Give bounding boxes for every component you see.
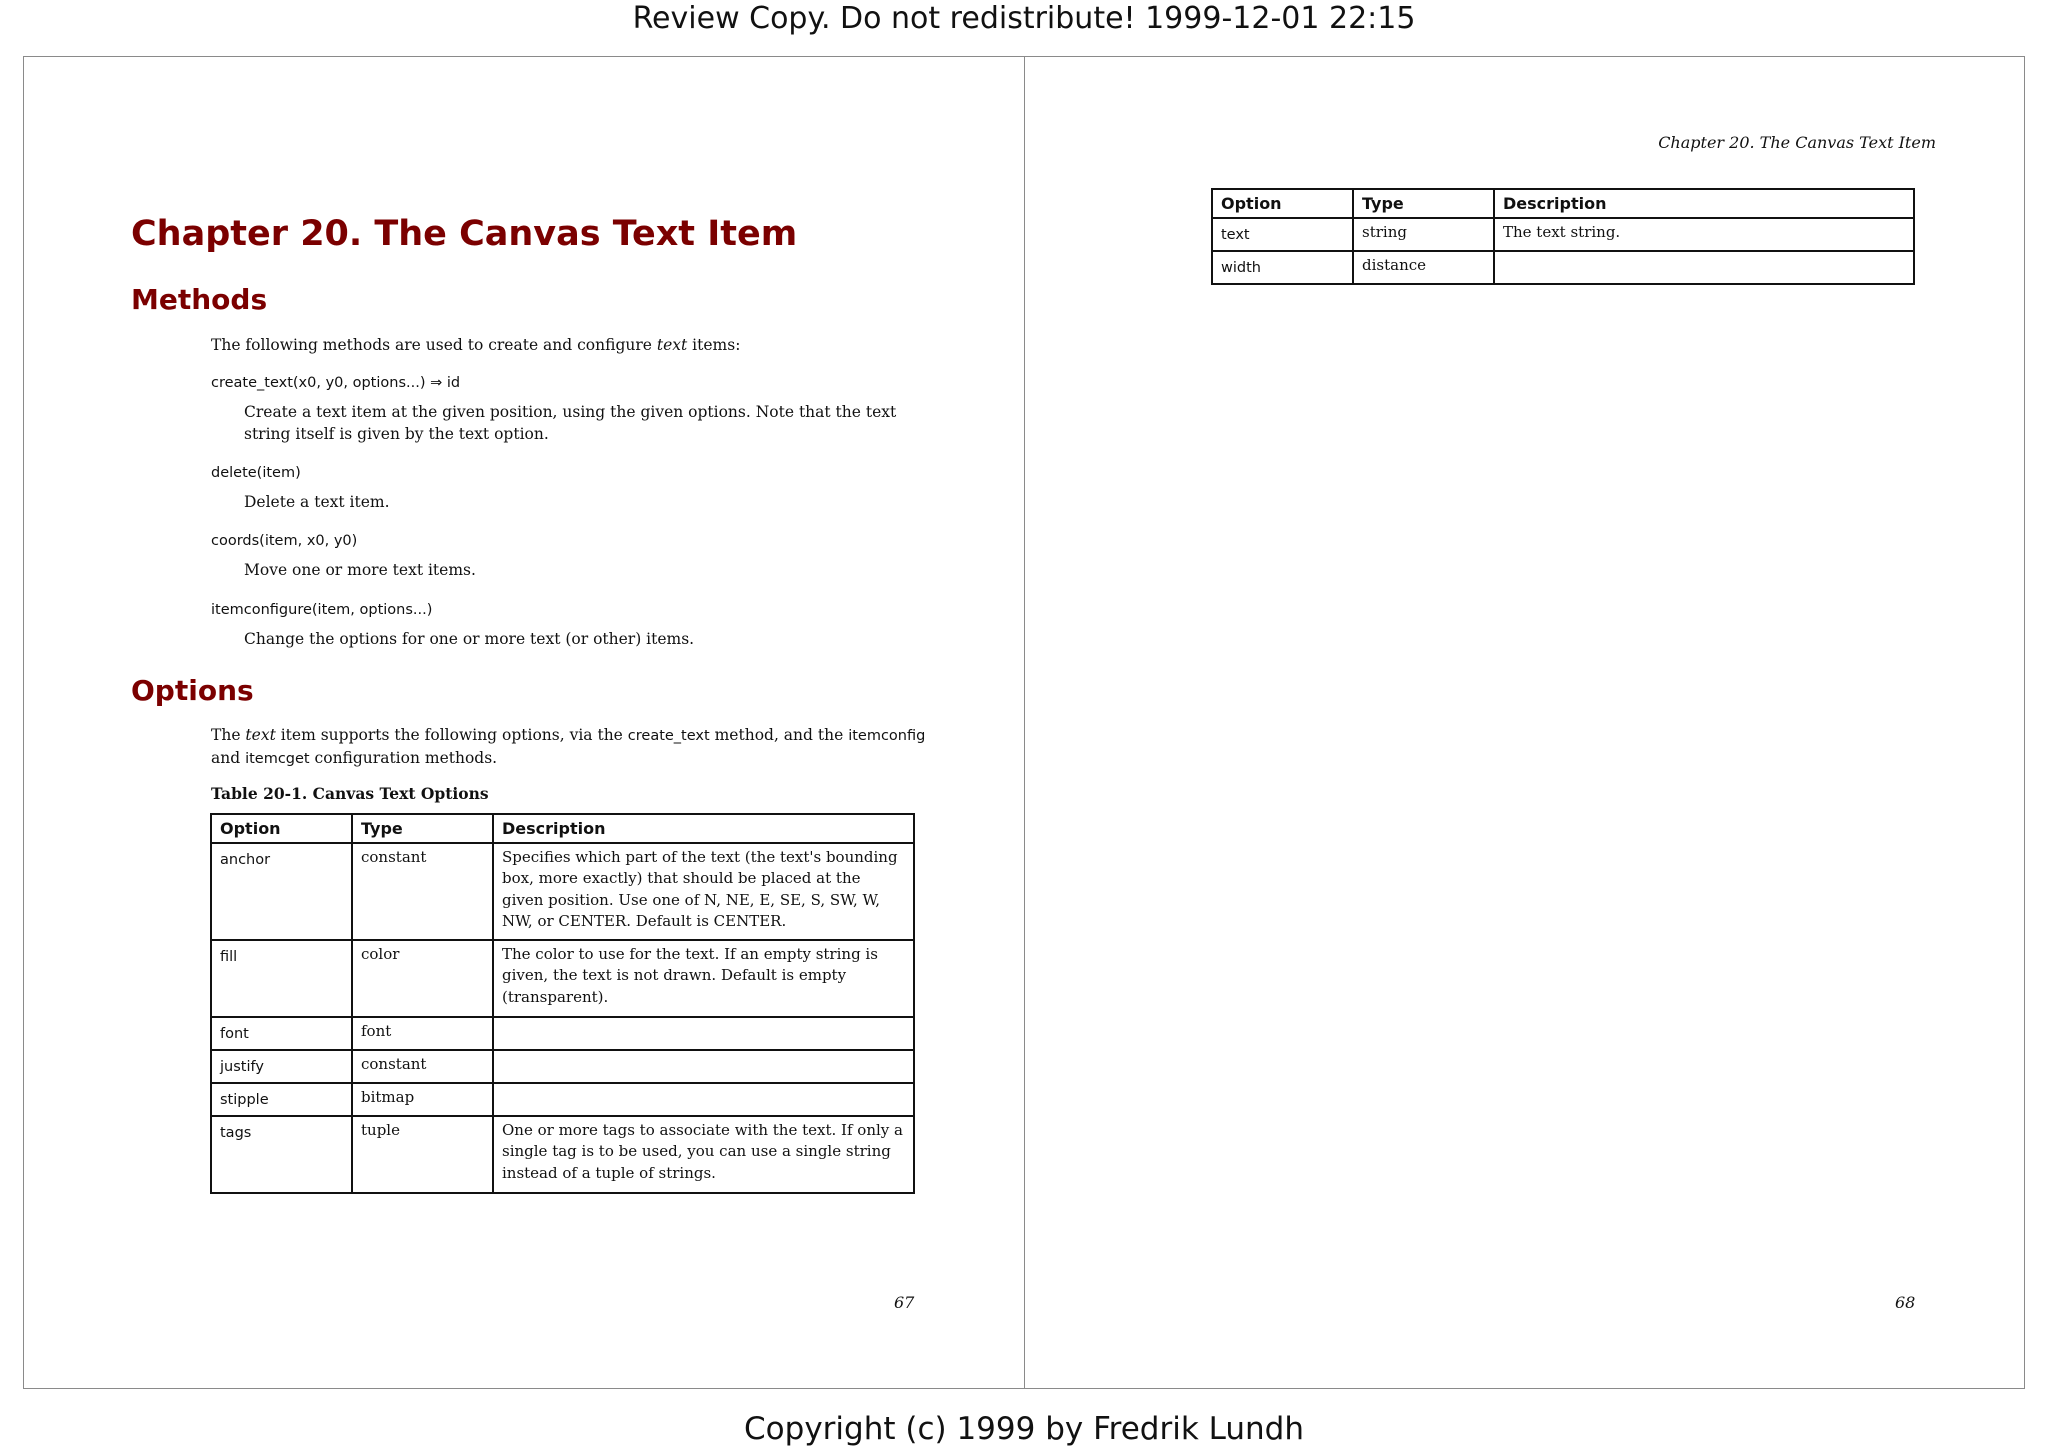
cell-option: stipple xyxy=(211,1083,352,1116)
options-intro: The text item supports the following options, via the create_text method, and the itemconfig and itemcget configuration methods. xyxy=(211,726,926,767)
cell-option: font xyxy=(211,1017,352,1050)
cell-type: color xyxy=(352,940,493,1017)
cell-description xyxy=(1494,251,1914,284)
cell-description xyxy=(493,1050,914,1083)
cell-option: tags xyxy=(211,1116,352,1193)
cell-type: bitmap xyxy=(352,1083,493,1116)
methods-intro: The following methods are used to create and configure text items: xyxy=(211,336,741,354)
method-description-create-text: Create a text item at the given position, using the given options. Note that the text string itself is given by the text option. xyxy=(244,403,897,443)
cell-description: Specifies which part of the text (the text's bounding box, more exactly) that should be placed at the given position. Use one of N, NE, E, SE, S, SW, W, NW, or CENTER. Default is CENTER. xyxy=(493,843,914,940)
cell-type: tuple xyxy=(352,1116,493,1193)
table-row xyxy=(211,1116,914,1193)
cell-description: One or more tags to associate with the text. If only a single tag is to be used, you can use a single string instead of a tuple of strings. xyxy=(493,1116,914,1193)
cell-option: anchor xyxy=(211,843,352,940)
cell-description: The text string. xyxy=(1494,218,1914,251)
book-spread xyxy=(23,56,2025,1389)
page-number-left: 67 xyxy=(894,1293,915,1312)
column-header-option: Option xyxy=(211,814,352,843)
table-caption: Table 20-1. Canvas Text Options xyxy=(211,784,489,803)
cell-option: fill xyxy=(211,940,352,1017)
cell-option: width xyxy=(1212,251,1353,284)
column-header-type: Type xyxy=(352,814,493,843)
method-signature-coords: coords(item, x0, y0) xyxy=(211,533,358,549)
cell-option: text xyxy=(1212,218,1353,251)
table-header-row xyxy=(1212,189,1914,218)
options-table xyxy=(210,813,915,1194)
options-table-continued xyxy=(1211,188,1915,285)
method-signature-create-text: create_text(x0, y0, options...) ⇒ id xyxy=(211,375,461,391)
page-number-right: 68 xyxy=(1895,1293,1916,1312)
review-copy-banner: Review Copy. Do not redistribute! 1999-12-01 22:15 xyxy=(632,1,1416,36)
table-row xyxy=(211,1083,914,1116)
chapter-title: Chapter 20. The Canvas Text Item xyxy=(131,214,798,254)
page-divider xyxy=(1024,57,1025,1388)
table-row xyxy=(1212,251,1914,284)
cell-description xyxy=(493,1083,914,1116)
method-description-delete: Delete a text item. xyxy=(244,493,390,511)
options-heading: Options xyxy=(131,674,254,707)
cell-type: distance xyxy=(1353,251,1494,284)
method-description-coords: Move one or more text items. xyxy=(244,561,476,579)
table-row xyxy=(1212,218,1914,251)
method-description-itemconfigure: Change the options for one or more text (or other) items. xyxy=(244,630,695,648)
cell-type: font xyxy=(352,1017,493,1050)
table-row xyxy=(211,1017,914,1050)
running-header: Chapter 20. The Canvas Text Item xyxy=(1658,133,1936,152)
cell-type: constant xyxy=(352,843,493,940)
column-header-type: Type xyxy=(1353,189,1494,218)
cell-type: string xyxy=(1353,218,1494,251)
column-header-description: Description xyxy=(493,814,914,843)
copyright-banner: Copyright (c) 1999 by Fredrik Lundh xyxy=(744,1411,1304,1447)
method-signature-itemconfigure: itemconfigure(item, options...) xyxy=(211,602,433,618)
table-header-row xyxy=(211,814,914,843)
column-header-option: Option xyxy=(1212,189,1353,218)
cell-option: justify xyxy=(211,1050,352,1083)
table-row xyxy=(211,940,914,1017)
methods-heading: Methods xyxy=(131,283,268,316)
column-header-description: Description xyxy=(1494,189,1914,218)
table-row xyxy=(211,1050,914,1083)
cell-description xyxy=(493,1017,914,1050)
cell-type: constant xyxy=(352,1050,493,1083)
cell-description: The color to use for the text. If an empty string is given, the text is not drawn. Default is empty (transparent). xyxy=(493,940,914,1017)
table-row xyxy=(211,843,914,940)
method-signature-delete: delete(item) xyxy=(211,465,301,481)
